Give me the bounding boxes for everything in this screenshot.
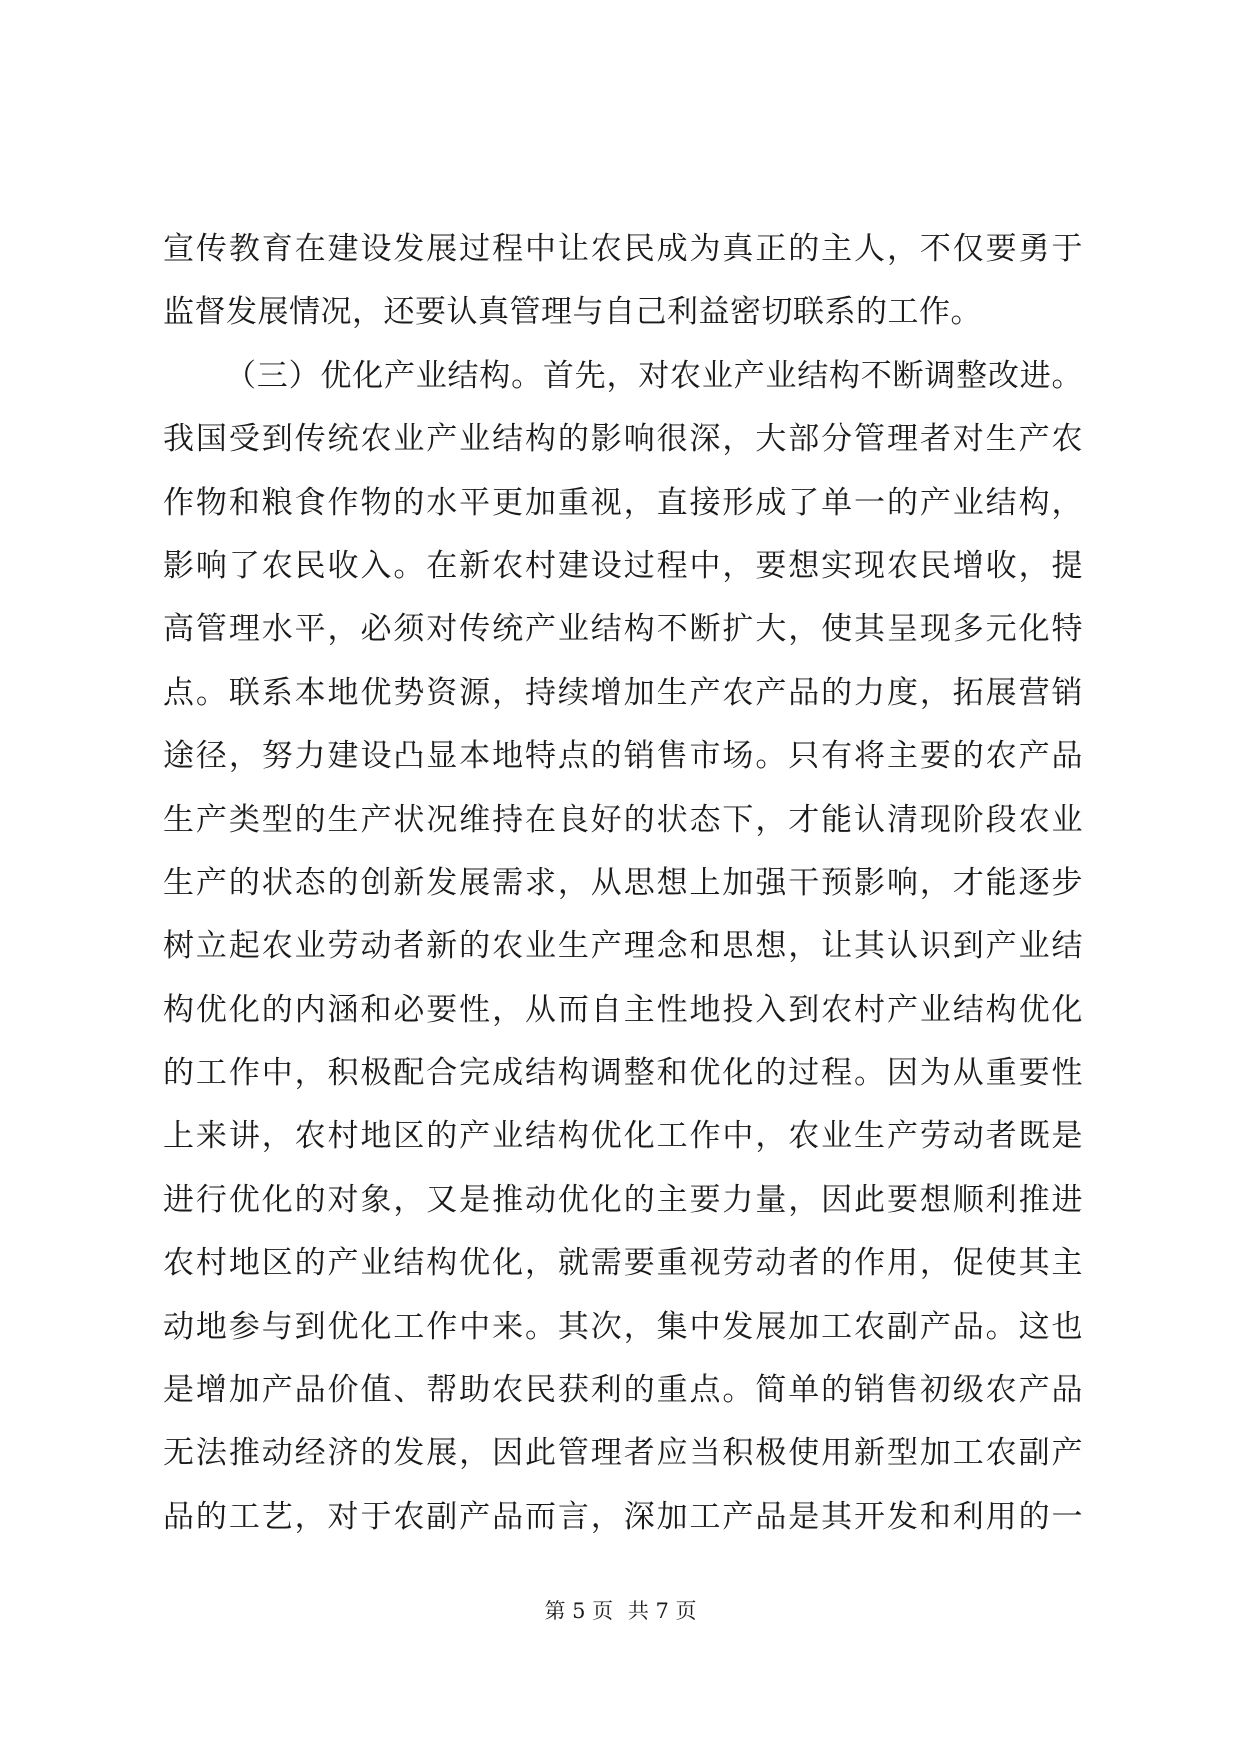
text-line: 生产类型的生产状况维持在良好的状态下，才能认清现阶段农业 — [163, 801, 1083, 838]
text-line: 影响了农民收入。在新农村建设过程中，要想实现农民增收，提 — [163, 547, 1083, 584]
section-heading-line: （三）优化产业结构。首先，对农业产业结构不断调整改进。 — [225, 357, 1083, 394]
page-number: 第 5 页 — [544, 1599, 614, 1623]
text-line: 点。联系本地优势资源，持续增加生产农产品的力度，拓展营销 — [163, 674, 1083, 711]
text-line: 构优化的内涵和必要性，从而自主性地投入到农村产业结构优化 — [163, 991, 1083, 1028]
text-line: 动地参与到优化工作中来。其次，集中发展加工农副产品。这也 — [163, 1308, 1083, 1345]
text-line: 农村地区的产业结构优化，就需要重视劳动者的作用，促使其主 — [163, 1245, 1083, 1282]
text-line: 作物和粮食作物的水平更加重视，直接形成了单一的产业结构， — [163, 484, 1083, 521]
text-line: 树立起农业劳动者新的农业生产理念和思想，让其认识到产业结 — [163, 928, 1083, 965]
text-line: 我国受到传统农业产业结构的影响很深，大部分管理者对生产农 — [163, 421, 1083, 458]
text-line: 监督发展情况，还要认真管理与自己利益密切联系的工作。 — [163, 294, 982, 331]
text-line: 生产的状态的创新发展需求，从思想上加强干预影响，才能逐步 — [163, 864, 1083, 901]
text-line: 上来讲，农村地区的产业结构优化工作中，农业生产劳动者既是 — [163, 1118, 1083, 1155]
text-line: 的工作中，积极配合完成结构调整和优化的过程。因为从重要性 — [163, 1055, 1083, 1092]
text-line: 途径，努力建设凸显本地特点的销售市场。只有将主要的农产品 — [163, 738, 1083, 775]
text-line: 品的工艺，对于农副产品而言，深加工产品是其开发和利用的一 — [163, 1498, 1083, 1535]
page-footer — [0, 1596, 1241, 1626]
total-pages: 共 7 页 — [627, 1599, 697, 1623]
text-line: 高管理水平，必须对传统产业结构不断扩大，使其呈现多元化特 — [163, 611, 1083, 648]
text-line: 进行优化的对象，又是推动优化的主要力量，因此要想顺利推进 — [163, 1181, 1083, 1218]
text-line: 无法推动经济的发展，因此管理者应当积极使用新型加工农副产 — [163, 1435, 1083, 1472]
body-text — [163, 218, 1083, 1549]
text-line: 是增加产品价值、帮助农民获利的重点。简单的销售初级农产品 — [163, 1372, 1083, 1409]
text-line: 宣传教育在建设发展过程中让农民成为真正的主人，不仅要勇于 — [163, 231, 1083, 267]
